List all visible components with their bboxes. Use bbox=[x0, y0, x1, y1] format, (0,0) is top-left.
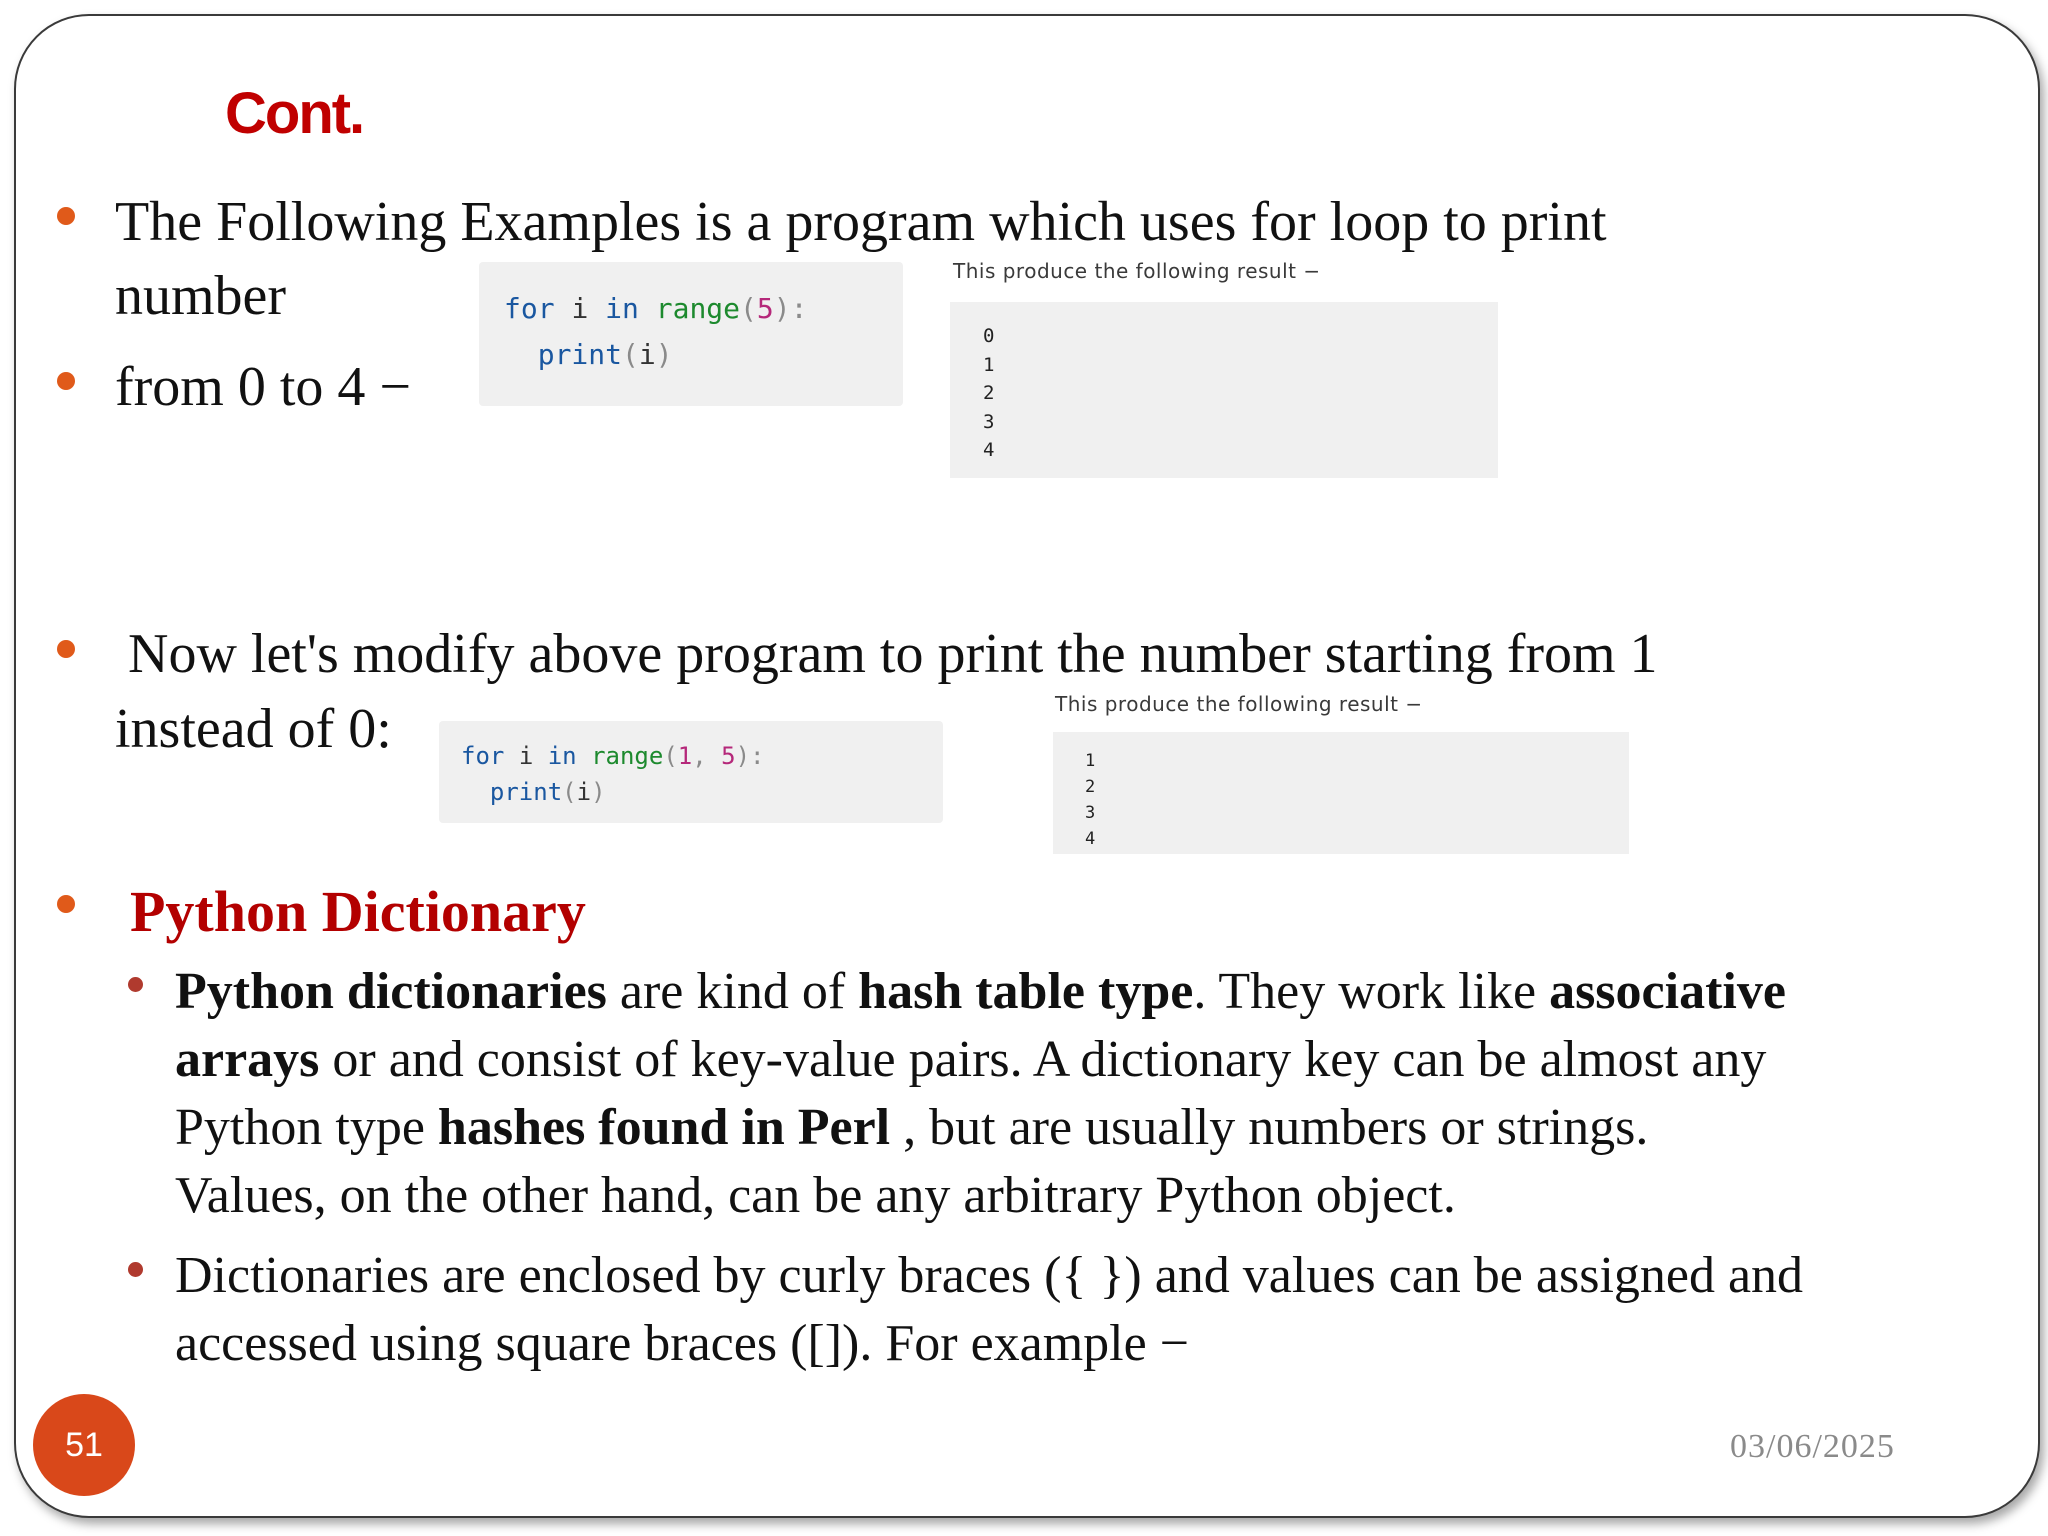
code-snippet-range1-5 bbox=[439, 721, 943, 823]
bullet-text-number: number bbox=[115, 265, 287, 327]
code-line-print: print(i) bbox=[489, 778, 606, 806]
bullet-text-instead: instead of 0: bbox=[115, 698, 392, 760]
result-caption: This produce the following result − bbox=[953, 259, 1321, 283]
output-line: 2 bbox=[1085, 777, 1096, 797]
bullet-text-examples: The Following Examples is a program which uses for loop to print bbox=[115, 191, 1607, 253]
output-line: 3 bbox=[1085, 803, 1096, 823]
code-line-print: print(i) bbox=[537, 338, 673, 371]
output-line: 1 bbox=[1085, 751, 1096, 771]
output-line: 2 bbox=[983, 382, 995, 404]
code-line-for: for i in range(5): bbox=[504, 292, 808, 325]
output-line: 3 bbox=[983, 410, 995, 433]
output-line: 4 bbox=[983, 439, 995, 461]
code-snippet-range5 bbox=[479, 262, 903, 406]
output-line: 4 bbox=[1085, 829, 1096, 849]
paragraph-dictionaries-description: Python dictionaries are kind of hash table type. They work like associative arrays or and consist of key-value pairs. A dictionary key can be almost any Python type hashes found in Perl , but are usually numbers or strings. Values, on the other hand, can be any arbitrary Python object. bbox=[175, 963, 1786, 1224]
slide-date: 03/06/2025 bbox=[1730, 1428, 1895, 1465]
bullet-dot bbox=[57, 207, 75, 225]
slide-title: Cont. bbox=[225, 81, 364, 146]
output-line: 0 bbox=[983, 325, 995, 347]
output-box bbox=[950, 302, 1498, 478]
bullet-dot bbox=[57, 640, 75, 658]
slide-number-badge bbox=[33, 1394, 135, 1496]
bullet-text-modify: Now let's modify above program to print the number starting from 1 bbox=[128, 623, 1658, 685]
bullet-text-range: from 0 to 4 − bbox=[115, 356, 411, 418]
paragraph-braces-description: Dictionaries are enclosed by curly braces ({ }) and values can be assigned and accessed using square braces ([]). For example − bbox=[175, 1247, 1804, 1372]
output-box bbox=[1053, 732, 1629, 854]
bullet-dot bbox=[57, 895, 75, 913]
bullet-dot bbox=[57, 372, 75, 390]
output-line: 1 bbox=[983, 353, 995, 376]
section-heading-python-dictionary: Python Dictionary bbox=[130, 879, 586, 944]
code-line-for: for i in range(1, 5): bbox=[461, 742, 765, 770]
result-caption: This produce the following result − bbox=[1055, 692, 1423, 716]
slide-number: 51 bbox=[65, 1425, 103, 1464]
sub-bullet-dot bbox=[128, 1262, 143, 1277]
sub-bullet-dot bbox=[128, 977, 143, 992]
